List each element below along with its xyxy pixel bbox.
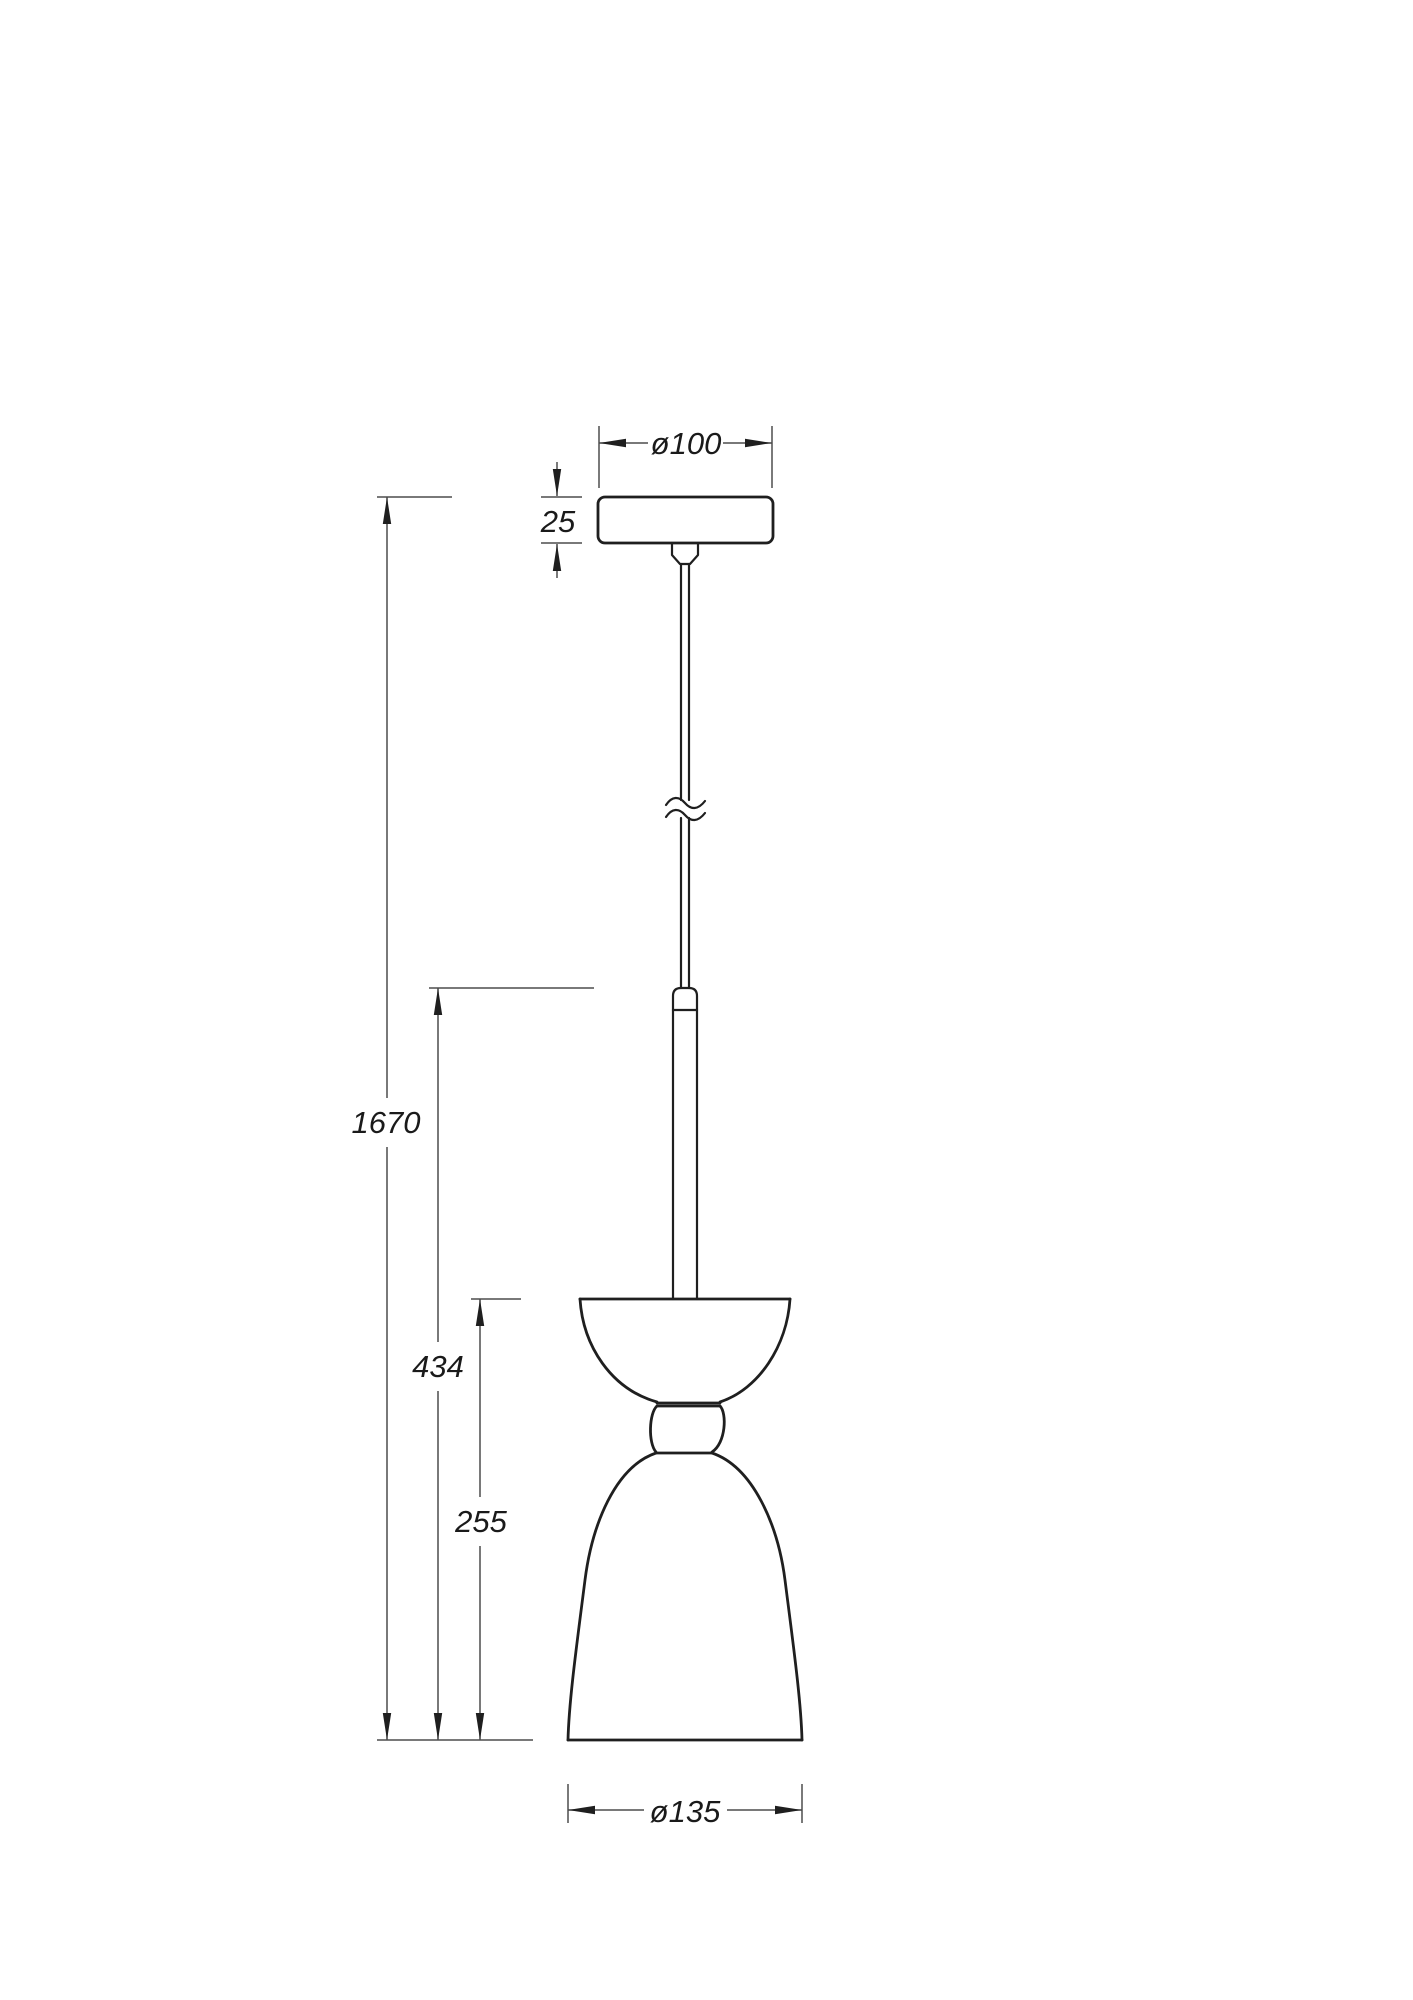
lamp-outline: [568, 497, 802, 1740]
shade-left-profile: [568, 1453, 656, 1740]
arrow-down-icon: [383, 1713, 391, 1740]
arrow-right-icon: [745, 439, 772, 447]
arrow-left-icon: [599, 439, 626, 447]
arrow-right-icon: [775, 1806, 802, 1814]
bowl-right-profile: [720, 1299, 790, 1402]
arrow-left-icon: [568, 1806, 595, 1814]
bowl-left-profile: [580, 1299, 657, 1402]
upper-bowl: [580, 1299, 790, 1403]
cord-grip: [672, 543, 698, 564]
dim-shade-height: [454, 1299, 521, 1740]
dim-overall-height: [352, 497, 452, 1740]
dim-canopy-diameter-label: ø100: [650, 426, 722, 461]
shade-right-profile: [712, 1453, 802, 1740]
suspension-cord-lower: [681, 818, 689, 988]
arrow-up-icon: [434, 988, 442, 1015]
dim-fixture-height-label: 434: [412, 1349, 464, 1384]
ball-left-profile: [650, 1406, 657, 1452]
arrow-up-icon: [553, 544, 561, 571]
arrow-up-icon: [383, 497, 391, 524]
dim-canopy-height-label: 25: [540, 504, 576, 539]
bell-shade: [568, 1453, 802, 1740]
ball-joint: [650, 1406, 724, 1453]
stem-body: [673, 1010, 697, 1299]
canopy: [598, 497, 773, 543]
stem-cap: [673, 988, 697, 1010]
dim-shade-height-label: 255: [455, 1504, 507, 1539]
dim-overall-height-label: 1670: [351, 1105, 421, 1140]
arrow-down-icon: [476, 1713, 484, 1740]
dim-shade-diameter: [568, 1784, 802, 1829]
arrow-up-icon: [476, 1299, 484, 1326]
dim-shade-diameter-label: ø135: [649, 1794, 721, 1829]
dim-canopy-diameter: [599, 426, 772, 488]
arrow-down-icon: [553, 469, 561, 496]
dim-fixture-height: [412, 988, 594, 1740]
dim-canopy-height: [540, 462, 582, 578]
suspension-cord-upper: [681, 564, 689, 800]
arrow-down-icon: [434, 1713, 442, 1740]
break-wave-top: [666, 798, 705, 808]
break-wave-bottom: [666, 810, 705, 820]
ball-right-profile: [712, 1406, 724, 1452]
cord-break-symbol: [666, 798, 705, 820]
